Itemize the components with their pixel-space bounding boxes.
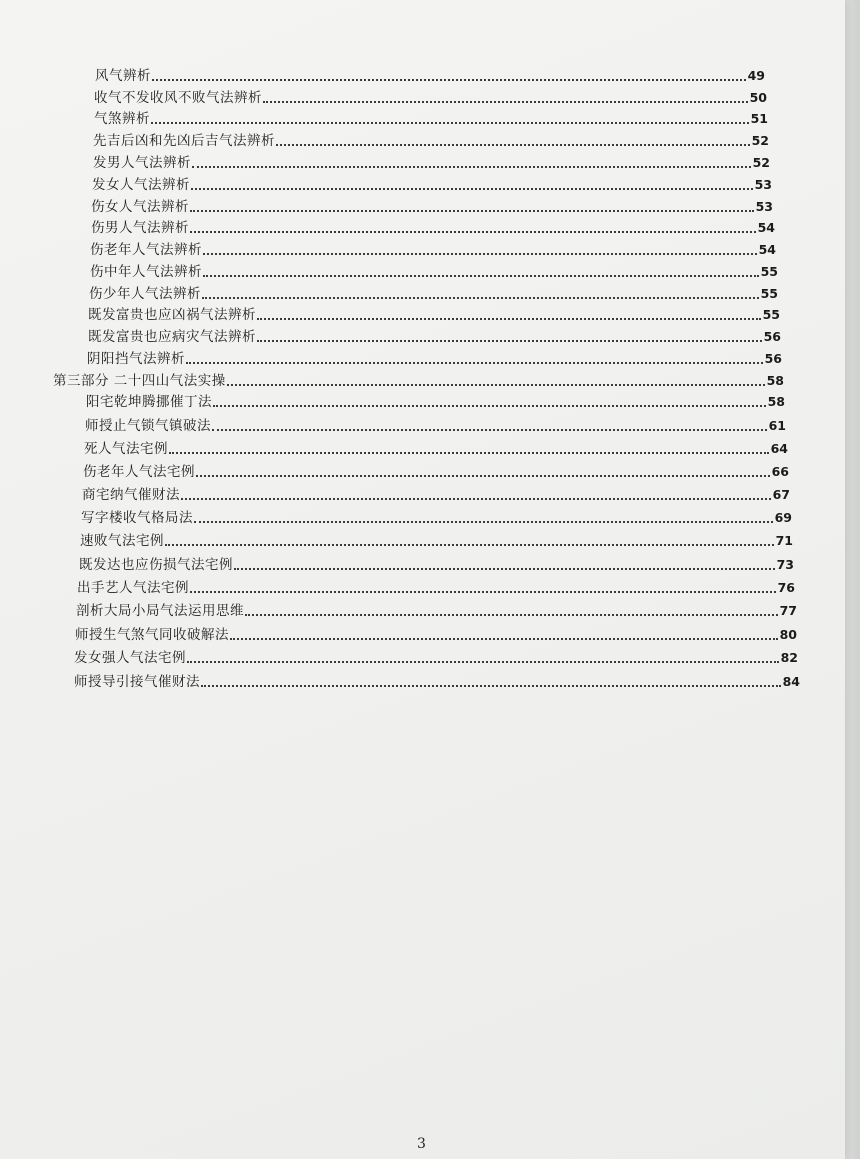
toc-entry [94, 88, 767, 106]
toc-entry [74, 648, 798, 666]
dot-leader [257, 318, 761, 320]
dot-leader [190, 210, 754, 212]
toc-entry [95, 66, 765, 84]
toc-entry [88, 305, 780, 323]
toc-entry [93, 153, 770, 171]
toc-entry [90, 262, 778, 280]
dot-leader [190, 231, 756, 233]
toc-entry-title: 速败气法宅例 [80, 533, 164, 549]
toc-entry-page: 53 [755, 199, 773, 214]
toc-entry [81, 508, 792, 526]
toc-entry [53, 371, 784, 389]
dot-leader [186, 362, 763, 364]
toc-entry [94, 109, 768, 127]
dot-leader [202, 297, 759, 299]
toc-entry-title: 发女强人气法宅例 [74, 650, 186, 666]
toc-entry [79, 555, 794, 573]
toc-entry-page: 55 [762, 307, 780, 322]
toc-entry-title: 第三部分 二十四山气法实操 [53, 373, 226, 389]
toc-entry-title: 剖析大局小局气法运用思维 [76, 603, 244, 619]
toc-entry-page: 76 [777, 580, 795, 595]
toc-entry [91, 218, 775, 236]
toc-entry [84, 439, 788, 457]
dot-leader [187, 661, 779, 663]
toc-entry-page: 55 [760, 286, 778, 301]
toc-entry-title: 伤老年人气法宅例 [83, 464, 195, 480]
toc-entry [85, 416, 786, 434]
toc-entry-page: 66 [771, 464, 789, 479]
toc-entry-title: 先吉后凶和先凶后吉气法辨析 [93, 133, 275, 149]
toc-entry [75, 625, 797, 643]
toc-entry-page: 54 [758, 242, 776, 257]
toc-entry [80, 531, 793, 549]
toc-entry-title: 阳宅乾坤腾挪催丁法 [86, 394, 212, 410]
dot-leader [227, 384, 765, 386]
toc-entry [77, 578, 795, 596]
toc-entry-page: 53 [754, 177, 772, 192]
toc-entry-page: 82 [780, 650, 798, 665]
toc-entry-page: 77 [779, 603, 797, 618]
dot-leader [263, 101, 748, 103]
toc-entry-title: 收气不发收风不败气法辨析 [94, 90, 262, 106]
dot-leader [151, 122, 749, 124]
toc-entry-title: 出手艺人气法宅例 [77, 580, 189, 596]
toc-entry-page: 52 [751, 133, 769, 148]
toc-entry [82, 485, 790, 503]
toc-entry-page: 56 [764, 351, 782, 366]
toc-entry-title: 师授止气锁气镇破法 [85, 418, 211, 434]
toc-entry-title: 伤男人气法辨析 [91, 220, 189, 236]
toc-entry-page: 73 [776, 557, 794, 572]
toc-entry-page: 54 [757, 220, 775, 235]
toc-entry-title: 伤女人气法辨析 [91, 199, 189, 215]
toc-entry-page: 58 [767, 394, 785, 409]
toc-entry-page: 52 [752, 155, 770, 170]
toc-entry-title: 死人气法宅例 [84, 441, 168, 457]
toc-entry-title: 阴阳挡气法辨析 [87, 351, 185, 367]
toc-entry-page: 58 [766, 373, 784, 388]
toc-entry [90, 240, 776, 258]
dot-leader [190, 591, 776, 593]
toc-entry-title: 发女人气法辨析 [92, 177, 190, 193]
dot-leader [194, 521, 773, 523]
toc-entry-title: 写字楼收气格局法 [81, 510, 193, 526]
toc-entry-title: 既发富贵也应病灾气法辨析 [88, 329, 256, 345]
toc-entry-title: 伤少年人气法辨析 [89, 286, 201, 302]
toc-entry [92, 175, 772, 193]
dot-leader [165, 544, 774, 546]
dot-leader [203, 253, 757, 255]
dot-leader [192, 166, 751, 168]
toc-entry-title: 既发达也应伤损气法宅例 [79, 557, 233, 573]
toc-entry-title: 发男人气法辨析 [93, 155, 191, 171]
toc-entry [76, 601, 797, 619]
toc-entry [74, 672, 800, 690]
toc-entry-page: 49 [747, 68, 765, 83]
dot-leader [245, 614, 778, 616]
dot-leader [212, 429, 767, 431]
dot-leader [276, 144, 750, 146]
toc-entry-page: 64 [770, 441, 788, 456]
toc-entry-page: 71 [775, 533, 793, 548]
dot-leader [152, 79, 746, 81]
dot-leader [234, 568, 775, 570]
toc-entry [91, 197, 773, 215]
dot-leader [203, 275, 759, 277]
toc-entry-title: 气煞辨析 [94, 111, 150, 127]
page-number: 3 [417, 1136, 426, 1152]
toc-entry-title: 伤老年人气法辨析 [90, 242, 202, 258]
toc-entry [86, 392, 785, 410]
dot-leader [191, 188, 753, 190]
toc-entry-page: 55 [760, 264, 778, 279]
toc-entry-page: 51 [750, 111, 768, 126]
toc-entry-page: 56 [763, 329, 781, 344]
dot-leader [181, 498, 771, 500]
toc-entry-page: 67 [772, 487, 790, 502]
toc-entry-page: 61 [768, 418, 786, 433]
dot-leader [257, 340, 762, 342]
dot-leader [213, 405, 766, 407]
toc-entry-title: 风气辨析 [95, 68, 151, 84]
toc-entry-page: 69 [774, 510, 792, 525]
toc-entry [87, 349, 782, 367]
toc-entry [88, 327, 781, 345]
toc-entry-title: 伤中年人气法辨析 [90, 264, 202, 280]
toc-entry-page: 50 [749, 90, 767, 105]
toc-entry [89, 284, 778, 302]
dot-leader [169, 452, 769, 454]
dot-leader [196, 475, 770, 477]
toc-entry-page: 84 [782, 674, 800, 689]
toc-entry-title: 既发富贵也应凶祸气法辨析 [88, 307, 256, 323]
dot-leader [230, 638, 778, 640]
toc-entry-page: 80 [779, 627, 797, 642]
toc-entry-title: 师授导引接气催财法 [74, 674, 200, 690]
toc-entry-title: 商宅纳气催财法 [82, 487, 180, 503]
toc-entry [93, 131, 769, 149]
toc-entry-title: 师授生气煞气同收破解法 [75, 627, 229, 643]
toc-entry [83, 462, 789, 480]
dot-leader [201, 685, 781, 687]
